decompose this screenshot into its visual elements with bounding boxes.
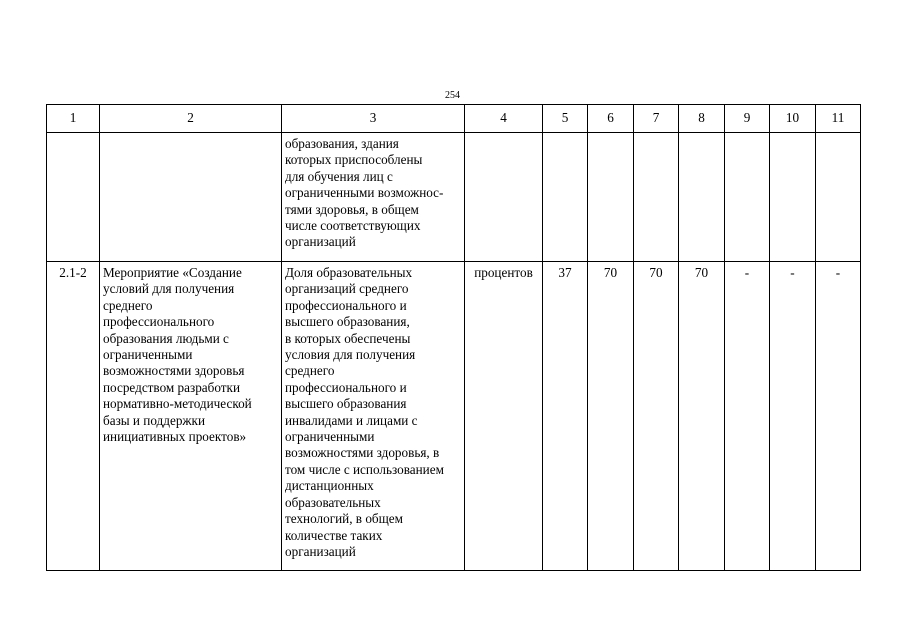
cell-value: -	[770, 262, 816, 571]
column-header: 4	[465, 105, 543, 133]
table-row	[47, 133, 861, 262]
cell-unit: процентов	[465, 262, 543, 571]
column-header: 9	[725, 105, 770, 133]
cell-event	[100, 133, 282, 262]
column-header: 8	[679, 105, 725, 133]
cell-value	[725, 133, 770, 262]
column-header: 2	[100, 105, 282, 133]
cell-event: Мероприятие «Создание условий для получения среднего профессионального образования людьми с ограниченными возможностями здоровья посредством разработки нормативно-методической базы и поддержки инициативных проектов»	[100, 262, 282, 571]
cell-value	[679, 133, 725, 262]
column-header: 11	[816, 105, 861, 133]
table-row	[47, 262, 861, 571]
table-header-row	[47, 105, 861, 133]
cell-value: -	[725, 262, 770, 571]
column-header: 7	[634, 105, 679, 133]
cell-index: 2.1-2	[47, 262, 100, 571]
cell-value	[816, 133, 861, 262]
cell-value: 70	[588, 262, 634, 571]
column-header: 10	[770, 105, 816, 133]
column-header: 3	[282, 105, 465, 133]
cell-unit	[465, 133, 543, 262]
cell-value	[770, 133, 816, 262]
document-table	[46, 104, 861, 571]
cell-value	[543, 133, 588, 262]
column-header: 1	[47, 105, 100, 133]
column-header: 5	[543, 105, 588, 133]
cell-value: -	[816, 262, 861, 571]
cell-indicator: образования, здания которых приспособлены для обучения лиц с ограниченными возможнос- тями здоровья, в общем числе соответствующих организаций	[282, 133, 465, 262]
column-header: 6	[588, 105, 634, 133]
cell-indicator: Доля образовательных организаций среднего профессионального и высшего образования, в которых обеспечены условия для получения среднего профессионального и высшего образования инвалидами и лицами с ограниченными возможностями здоровья, в том числе с использованием дистанционных образовательных технологий, в общем количестве таких организаций	[282, 262, 465, 571]
cell-value: 37	[543, 262, 588, 571]
cell-value	[634, 133, 679, 262]
cell-value: 70	[679, 262, 725, 571]
page-number: 254	[445, 90, 460, 101]
cell-index	[47, 133, 100, 262]
cell-value: 70	[634, 262, 679, 571]
cell-value	[588, 133, 634, 262]
